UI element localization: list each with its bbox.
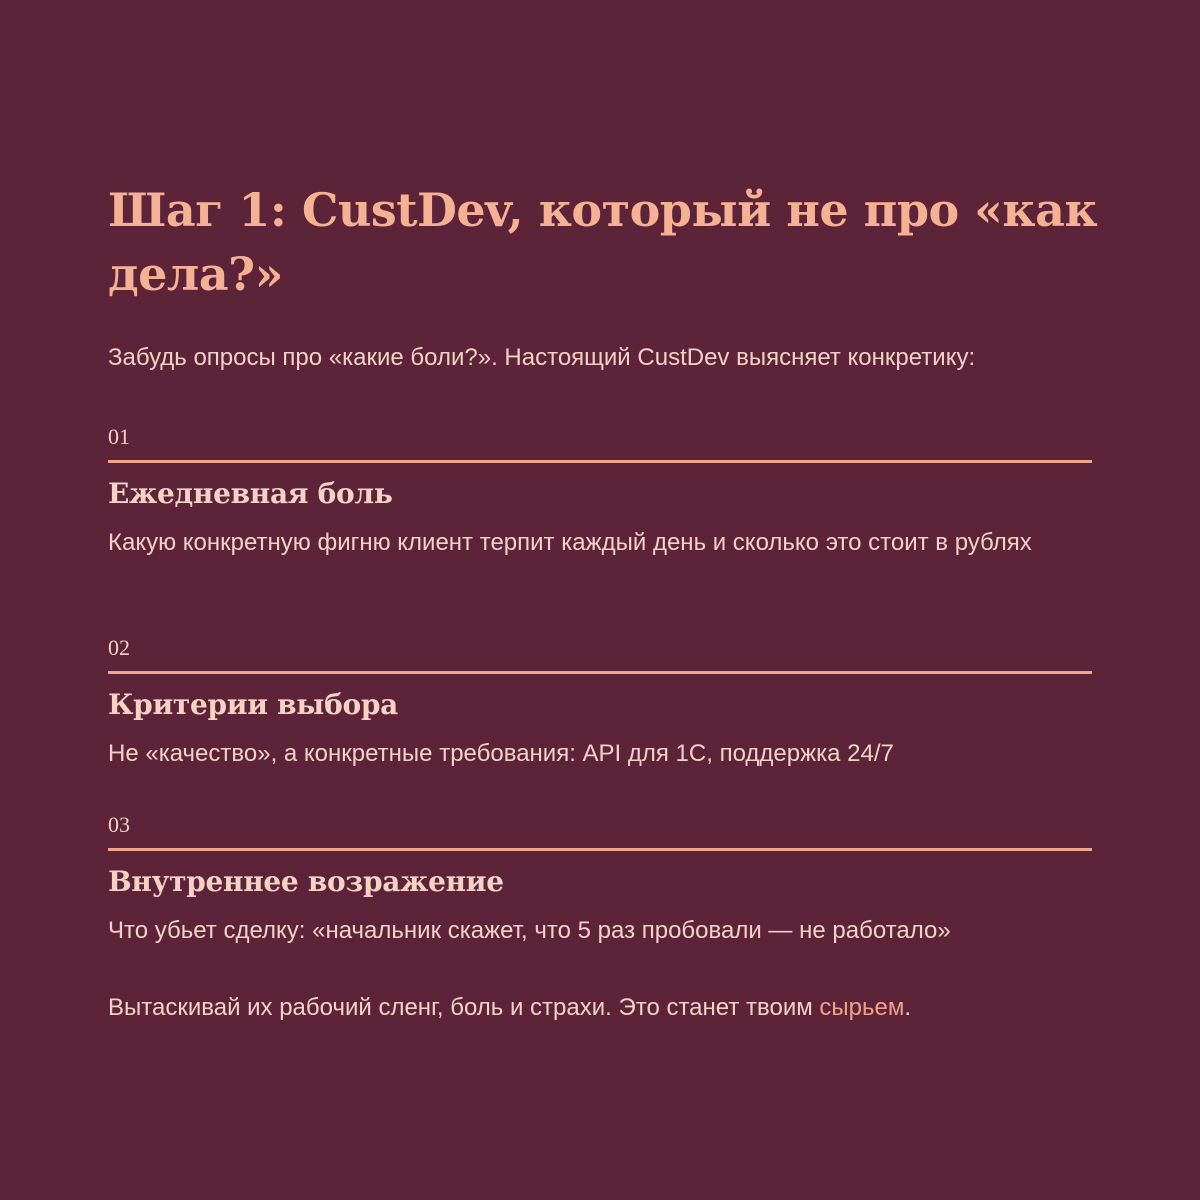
outro-text [108, 992, 1092, 1024]
step-heading: Критерии выбора [108, 688, 398, 721]
outro-accent-word: сырьем [819, 994, 905, 1021]
step-number: 03 [108, 812, 130, 837]
step-number: 01 [108, 424, 130, 449]
outro-end: . [904, 994, 912, 1021]
step-heading: Ежедневная боль [108, 477, 393, 510]
step-heading: Внутреннее возражение [108, 865, 504, 898]
intro-text: Забудь опросы про «какие боли?». Настоящий CustDev выясняет конкретику: [108, 344, 976, 371]
step-number: 02 [108, 635, 130, 660]
step-description: Какую конкретную фигню клиент терпит каждый день и сколько это стоит в рублях [108, 529, 1032, 556]
outro-main: Вытаскивай их рабочий сленг, боль и страхи. Это станет твоим [108, 994, 820, 1021]
step-divider [108, 460, 1092, 463]
slide-title: Шаг 1: CustDev, который не про «как дела?» [108, 183, 1098, 301]
step-description: Что убьет сделку: «начальник скажет, что 5 раз пробовали — не работало» [108, 917, 951, 944]
step-description: Не «качество», а конкретные требования: API для 1С, поддержка 24/7 [108, 740, 894, 767]
step-divider [108, 848, 1092, 851]
step-divider [108, 671, 1092, 674]
